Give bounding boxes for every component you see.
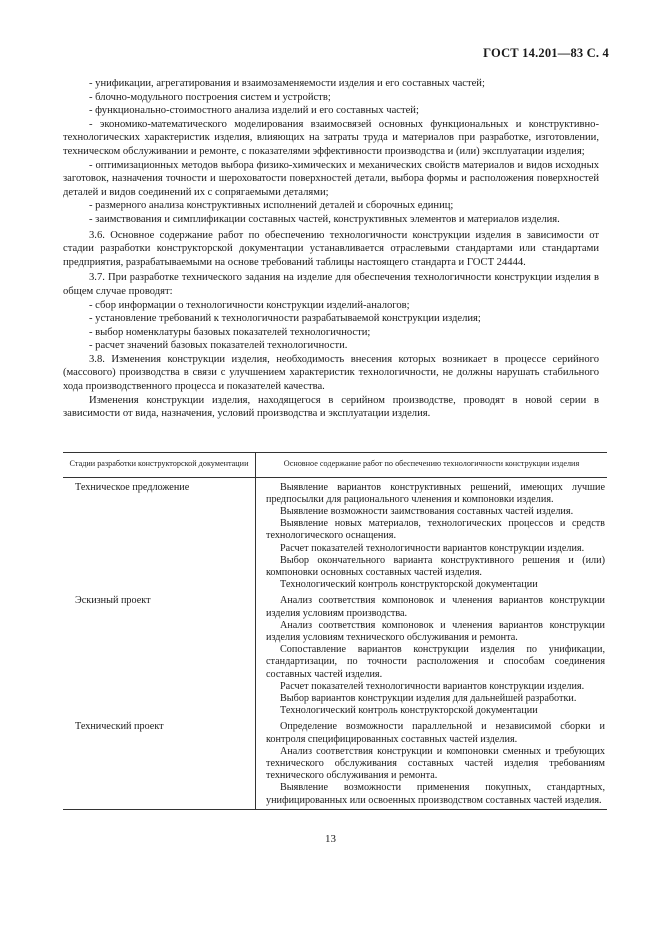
content-item: Расчет показателей технологичности вариантов конструкции изделия.	[280, 680, 585, 692]
stages-table	[63, 452, 607, 810]
table-header-row	[63, 453, 607, 478]
stage-cell: Эскизный проект	[63, 591, 256, 717]
content-item: Определение возможности параллельной и независимой сборки и контроля специфицированных составных частей изделия.	[266, 721, 605, 745]
paragraph: - экономико-математического моделирования взаимосвязей основных функциональных и конструктивно-технологических характеристик изделия, влияющих на затраты труда и материалов при разработке, изготовлении, техническом обслуживании и ремонте, с показателями эффективности производства и (или) эксплуатации изделия;	[63, 118, 599, 157]
content-item: Выбор окончательного варианта конструктивного решения и (или) компоновки основных составных частей изделия.	[266, 554, 605, 578]
table-row	[63, 717, 607, 806]
paragraph: 3.8. Изменения конструкции изделия, необходимость внесения которых возникает в процессе серийного (массового) производства в связи с улучшением характеристик технологичности, не должны нарушать стабильного хода производственного процесса и показателей качества.	[63, 353, 599, 393]
content-item: Анализ соответствия конструкции и компоновки сменных и требующих технического обслуживания составных частей изделия требованиям технического обслуживания и ремонта.	[266, 745, 605, 782]
content-item: Технологический контроль конструкторской документации	[280, 579, 538, 591]
paragraph: - расчет значений базовых показателей технологичности.	[89, 340, 348, 352]
page-header: ГОСТ 14.201—83 С. 4	[483, 46, 609, 60]
paragraph: - функционально-стоимостного анализа изделий и его составных частей;	[89, 105, 419, 117]
content-cell	[256, 717, 608, 806]
stage-cell: Техническое предложение	[63, 477, 256, 591]
body-text	[63, 77, 599, 421]
table-row	[63, 477, 607, 591]
content-item: Сопоставление вариантов конструкции изделия по унификации, стандартизации, по точности расположения и способам соединения составных частей изделия.	[266, 644, 605, 680]
paragraph: - оптимизационных методов выбора физико-химических и механических свойств материалов и видов исходных заготовок, назначения точности и шероховатости поверхностей детали, выбора формы и расположения поверхностей деталей и видов соединений их с сопрягаемыми деталями;	[63, 159, 599, 198]
table-header-stage: Стадии разработки конструкторской документации	[63, 453, 256, 478]
table-row	[63, 591, 607, 717]
content-item: Анализ соответствия компоновок и членения вариантов конструкции изделия условиям производства.	[266, 595, 605, 619]
table-header-content: Основное содержание работ по обеспечению технологичности конструкции изделия	[256, 453, 608, 478]
table-end-cell	[256, 807, 608, 810]
paragraph: - блочно-модульного построения систем и устройств;	[89, 91, 331, 103]
paragraph: 3.7. При разработке технического задания на изделие для обеспечения технологичности конструкции изделия в общем случае проводят:	[63, 272, 599, 297]
paragraph: - выбор номенклатуры базовых показателей технологичности;	[89, 326, 371, 338]
content-item: Выбор вариантов конструкции изделия для дальнейшей разработки.	[280, 692, 577, 704]
table-end-cell	[63, 807, 256, 810]
content-cell	[256, 591, 608, 717]
content-item: Анализ соответствия компоновок и членения вариантов конструкции изделия условиям технического обслуживания и ремонта.	[266, 619, 605, 643]
content-cell	[256, 477, 608, 591]
page-number: 13	[325, 833, 336, 845]
paragraph: - сбор информации о технологичности конструкции изделий-аналогов;	[89, 299, 410, 311]
paragraph: 3.6. Основное содержание работ по обеспечению технологичности конструкции изделия в зависимости от стадии разработки конструкторской документации устанавливается отраслевыми стандартами или стандартами предприятия, разрабатываемыми на основе требований таблицы настоящего стандарта и ГОСТ 24444.	[63, 229, 599, 268]
content-item: Выявление вариантов конструктивных решений, имеющих лучшие предпосылки для рационального членения и компоновки изделия.	[266, 481, 605, 505]
paragraph: - унификации, агрегатирования и взаимозаменяемости изделия и его составных частей;	[89, 78, 485, 89]
paragraph: - размерного анализа конструктивных исполнений деталей и сборочных единиц;	[89, 200, 454, 212]
content-item: Выявление возможности применения покупных, стандартных, унифицированных или освоенных производством составных частей изделия.	[266, 782, 605, 806]
content-item: Выявление возможности заимствования составных частей изделия.	[280, 505, 574, 517]
content-item: Технологический контроль конструкторской документации	[280, 705, 538, 717]
content-item: Выявление новых материалов, технологических процессов и средств технологического оснащения.	[266, 518, 605, 542]
paragraph: Изменения конструкции изделия, находящегося в серийном производстве, проводят в новой серии в зависимости от вида, назначения, условий производства и эксплуатации изделия.	[63, 394, 599, 420]
stage-cell: Технический проект	[63, 717, 256, 806]
content-item: Расчет показателей технологичности вариантов конструкции изделия.	[280, 542, 585, 554]
paragraph: - установление требований к технологичности разрабатываемой конструкции изделия;	[89, 313, 481, 325]
table-end-row	[63, 807, 607, 810]
paragraph: - заимствования и симплификации составных частей, конструктивных элементов и материалов изделия.	[89, 213, 560, 225]
